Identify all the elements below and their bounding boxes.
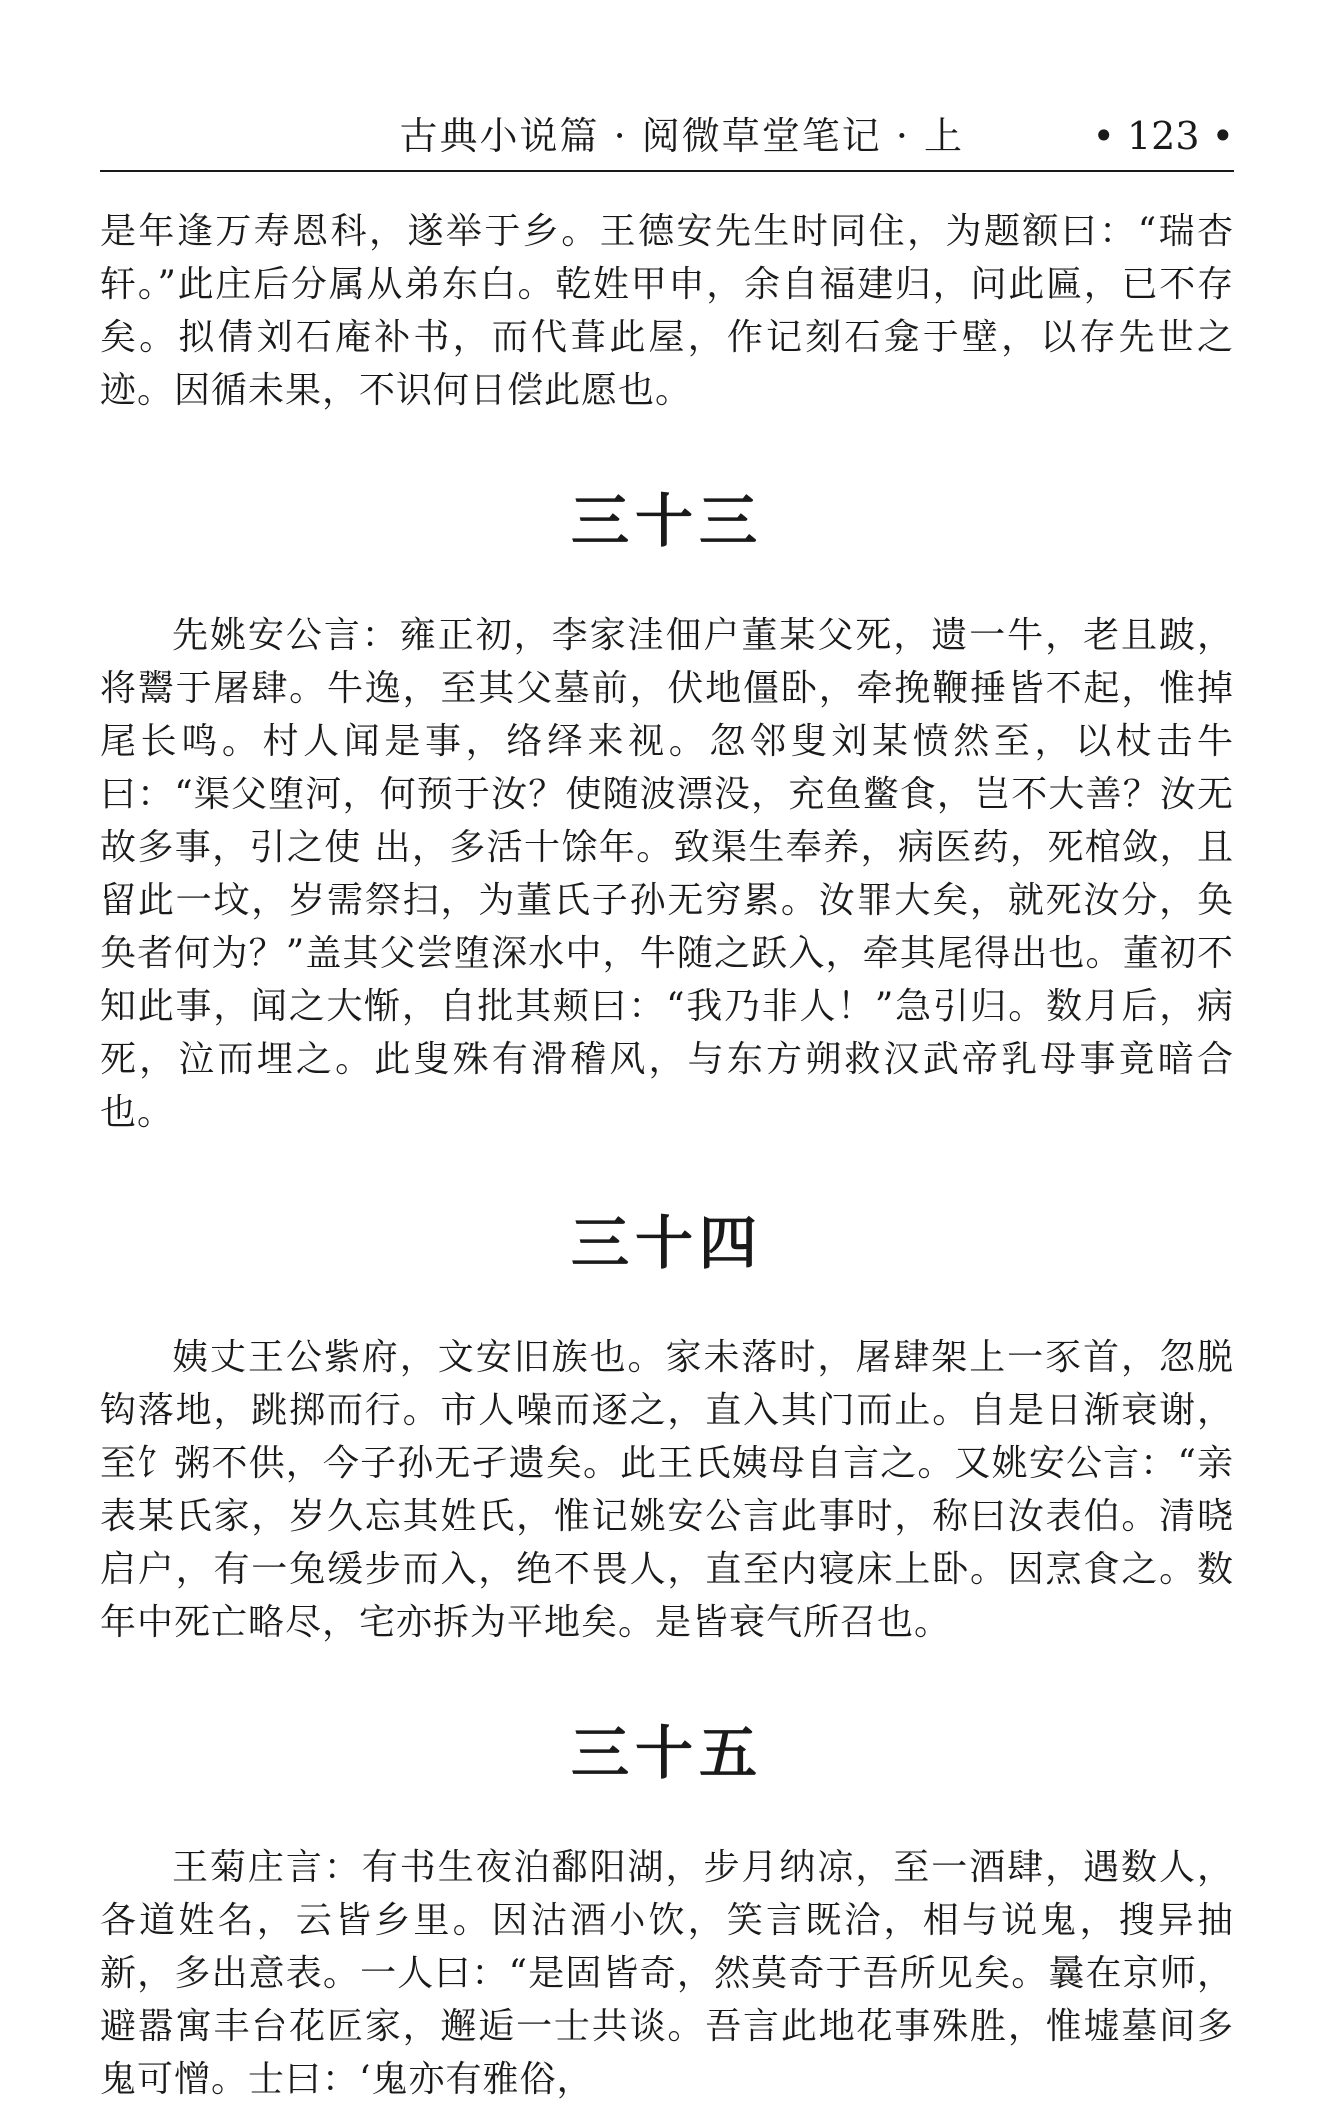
spacer: [100, 1649, 1234, 1713]
spacer: [100, 561, 1234, 609]
intro-paragraph: 是年逢万寿恩科，遂举于乡。王德安先生时同住，为题额曰：“瑞杏轩。”此庄后分属从弟东白。乾姓甲申，余自福建归，问此匾，已不存矣。拟倩刘石庵补书，而代葺此屋，作记刻石龛于壁，以存先世之迹。因循未果，不识何日偿此愿也。: [100, 211, 1234, 411]
section-heading-34: 三十四: [570, 1209, 763, 1277]
running-header: [100, 108, 1234, 164]
header-divider: [100, 170, 1234, 172]
spacer: [100, 417, 1234, 481]
page-number: • 123 •: [1092, 114, 1234, 158]
section-paragraph-35: 王菊庄言：有书生夜泊鄱阳湖，步月纳凉，至一酒肆，遇数人，各道姓名，云皆乡里。因沽酒小饮，笑言既洽，相与说鬼，搜异抽新，多出意表。一人曰：“是固皆奇，然莫奇于吾所见矣。曩在京师，避嚣寓丰台花匠家，邂逅一士共谈。吾言此地花事殊胜，惟墟墓间多鬼可憎。士曰：‘鬼亦有雅俗，: [100, 1847, 1234, 2100]
spacer: [100, 1139, 1234, 1203]
section-paragraph-34: 姨丈王公紫府，文安旧族也。家未落时，屠肆架上一豕首，忽脱钩落地，跳掷而行。市人噪而逐之，直入其门而止。自是日渐衰谢，至饣粥不供，今子孙无孑遗矣。此王氏姨母自言之。又姚安公言：“亲表某氏家，岁久忘其姓氏，惟记姚安公言此事时，称曰汝表伯。清晓启户，有一兔缓步而入，绝不畏人，直至内寝床上卧。因烹食之。数年中死亡略尽，宅亦拆为平地矣。是皆衰气所召也。: [100, 1337, 1234, 1643]
running-header-title: 古典小说篇 · 阅微草堂笔记 · 上: [399, 114, 964, 158]
section-paragraph-33: 先姚安公言：雍正初，李家洼佃户董某父死，遗一牛，老且跛，将鬻于屠肆。牛逸，至其父墓前，伏地僵卧，牵挽鞭捶皆不起，惟掉尾长鸣。村人闻是事，络绎来视。忽邻叟刘某愤然至，以杖击牛曰：“渠父堕河，何预于汝？使随波漂没，充鱼鳖食，岂不大善？汝无故多事，引之使 出，多活十馀年。致渠生奉养，病医药，死棺敛，且留此一坟，岁需祭扫，为董氏子孙无穷累。汝罪大矣，就死汝分，奂奂者何为？”盖其父尝堕深水中，牛随之跃入，牵其尾得出也。董初不知此事，闻之大惭，自批其颊曰：“我乃非人！”急引归。数月后，病死，泣而埋之。此叟殊有滑稽风，与东方朔救汉武帝乳母事竟暗合也。: [100, 615, 1234, 1133]
spacer: [100, 1283, 1234, 1331]
section-heading-33: 三十三: [570, 487, 763, 555]
section-heading-35: 三十五: [570, 1719, 763, 1787]
page-body: [100, 205, 1234, 2106]
spacer: [100, 1793, 1234, 1841]
